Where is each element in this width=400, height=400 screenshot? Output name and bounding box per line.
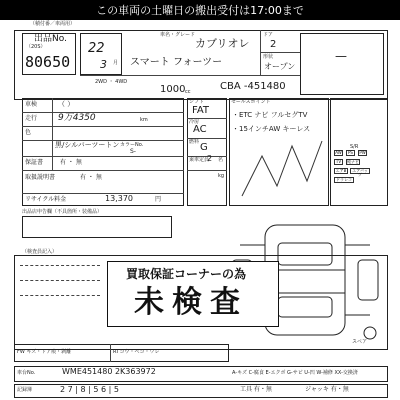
manual-value: 有 ・ 無 <box>80 174 102 181</box>
shape-hw: オープン <box>264 62 296 71</box>
recycle-line <box>22 193 184 194</box>
mileage-label: 走行 <box>25 115 38 122</box>
shift-label: シフト <box>189 99 205 105</box>
month-unit: 月 <box>113 60 119 66</box>
shape-label: 形状 <box>263 54 274 60</box>
tools-field: 工具 有・無 <box>240 386 272 393</box>
option-airb: エアB <box>335 168 347 173</box>
option-ps: PS <box>346 150 355 156</box>
notice-banner-text: この車両の土曜日の搬出受付は17:00まで <box>96 4 304 17</box>
drive-line-top <box>80 75 300 76</box>
spare-label: スペア <box>352 339 368 345</box>
drive-type: 2WD ・ 4WD <box>95 79 128 85</box>
color-no-label: カラーNo. <box>120 142 144 148</box>
legend-codes: A-キズ C-腐食 E-エクボ G-サビ U-凹 W-補修 XX-交換済 <box>232 370 358 376</box>
bottom-label: 記録簿 <box>17 387 33 393</box>
spec-line-5 <box>22 170 184 171</box>
year-hw: 22 <box>88 41 105 56</box>
sales-scribble <box>232 136 327 202</box>
ac-hw: AC <box>193 124 207 135</box>
warranty-label: 保証書 <box>25 159 44 166</box>
unchecked-stamp <box>107 261 279 327</box>
color-label: 色 <box>25 129 32 136</box>
lot-number: 80650 <box>25 53 71 71</box>
color-no-hw: S- <box>130 148 136 155</box>
car-name: スマート フォーツー <box>130 57 223 68</box>
door-hw: 2 <box>270 39 277 50</box>
option-navi: 純ナビ <box>347 159 359 164</box>
option-tv: TV <box>335 159 342 164</box>
grade-hw: カブリオレ <box>195 37 250 50</box>
manual-label: 取扱説明書 <box>25 174 56 181</box>
fuel-hw: G <box>200 142 208 153</box>
jack-field: ジャッキ 有・無 <box>305 386 349 393</box>
seats-label: 乗車定員 <box>189 157 210 163</box>
cc-hw: 1000 <box>160 84 186 95</box>
notice-banner <box>0 0 400 20</box>
vin-label: 車台No. <box>17 370 36 376</box>
sales-line-1: ・ETC ナビ フルセグTV <box>232 111 308 119</box>
legend-divider <box>110 344 111 362</box>
month-hw: 3 <box>100 58 107 71</box>
spec-line-1 <box>22 112 184 113</box>
bottom-hw: 2 7 | 8 | 5 6 | 5 <box>60 385 119 394</box>
recycle-yen: 円 <box>155 196 162 203</box>
inspection-label: 車検 <box>25 101 38 108</box>
mileage-hw: 9万4350 <box>58 113 96 123</box>
sales-label: セールスポイント <box>231 99 271 105</box>
cc-unit: cc <box>185 89 191 95</box>
legend-fw: FW キズ・ドア痕・剥離 <box>17 349 72 355</box>
legend-ri: RI コウ・ベコ・ワレ <box>113 349 160 355</box>
right-box <box>300 33 384 95</box>
color-hw: 黒/シルバーツートン <box>55 141 120 149</box>
vin-hw: WME451480 2K363972 <box>62 367 156 376</box>
shift-hw: FAT <box>192 105 210 116</box>
stamp-line-2: 未検査 <box>134 285 248 320</box>
recycle-hw: 13,370 <box>105 194 133 203</box>
stamp-line-1: 買取保証コーナーの為 <box>126 267 247 281</box>
inspector-label: （検査員記入） <box>22 249 58 255</box>
declaration-label: 出品店申告欄（不具箇所・装備品） <box>22 209 103 215</box>
door-shape-divider <box>260 52 300 53</box>
sales-line-2: ・15インチAW キーレス <box>232 125 311 133</box>
seats-unit: 名 <box>218 157 224 163</box>
shift-line-4 <box>187 170 227 171</box>
right-mark: — <box>335 49 347 63</box>
seats-hw: 2 <box>207 154 213 163</box>
door-label: ドア <box>263 32 273 38</box>
ac-label: 冷房 <box>189 119 200 125</box>
year-tag: （20S） <box>26 44 46 50</box>
grade-label: 車名・グレード <box>160 32 196 38</box>
option-pw: PW <box>359 150 366 155</box>
recycle-label: リサイクル料金 <box>25 196 67 203</box>
fuel-label: 燃料 <box>189 139 200 145</box>
options-title: S/R <box>350 144 359 150</box>
spec-label-col <box>52 98 53 170</box>
lot-badge: 出品No. <box>34 34 67 44</box>
spec-line-2 <box>22 126 184 127</box>
option-aw: AW <box>335 150 342 155</box>
model-hw: CBA -451480 <box>220 81 286 92</box>
inspector-dash-3 <box>20 295 100 296</box>
specs-frame <box>22 98 184 206</box>
option-drarec: ドラレコ <box>336 177 352 182</box>
declaration-box <box>22 216 172 238</box>
option-airbag: エアバッグ <box>350 168 370 174</box>
load-unit: kg <box>218 173 225 179</box>
spec-line-4 <box>22 156 184 157</box>
warranty-value: 有 ・ 無 <box>60 159 82 166</box>
inspector-dash-1 <box>20 265 100 266</box>
mileage-unit: km <box>140 117 148 123</box>
inspection-hw: （ ） <box>58 100 75 108</box>
inspector-dash-2 <box>20 280 100 281</box>
top-note: （積付番／車両用） <box>30 21 76 27</box>
